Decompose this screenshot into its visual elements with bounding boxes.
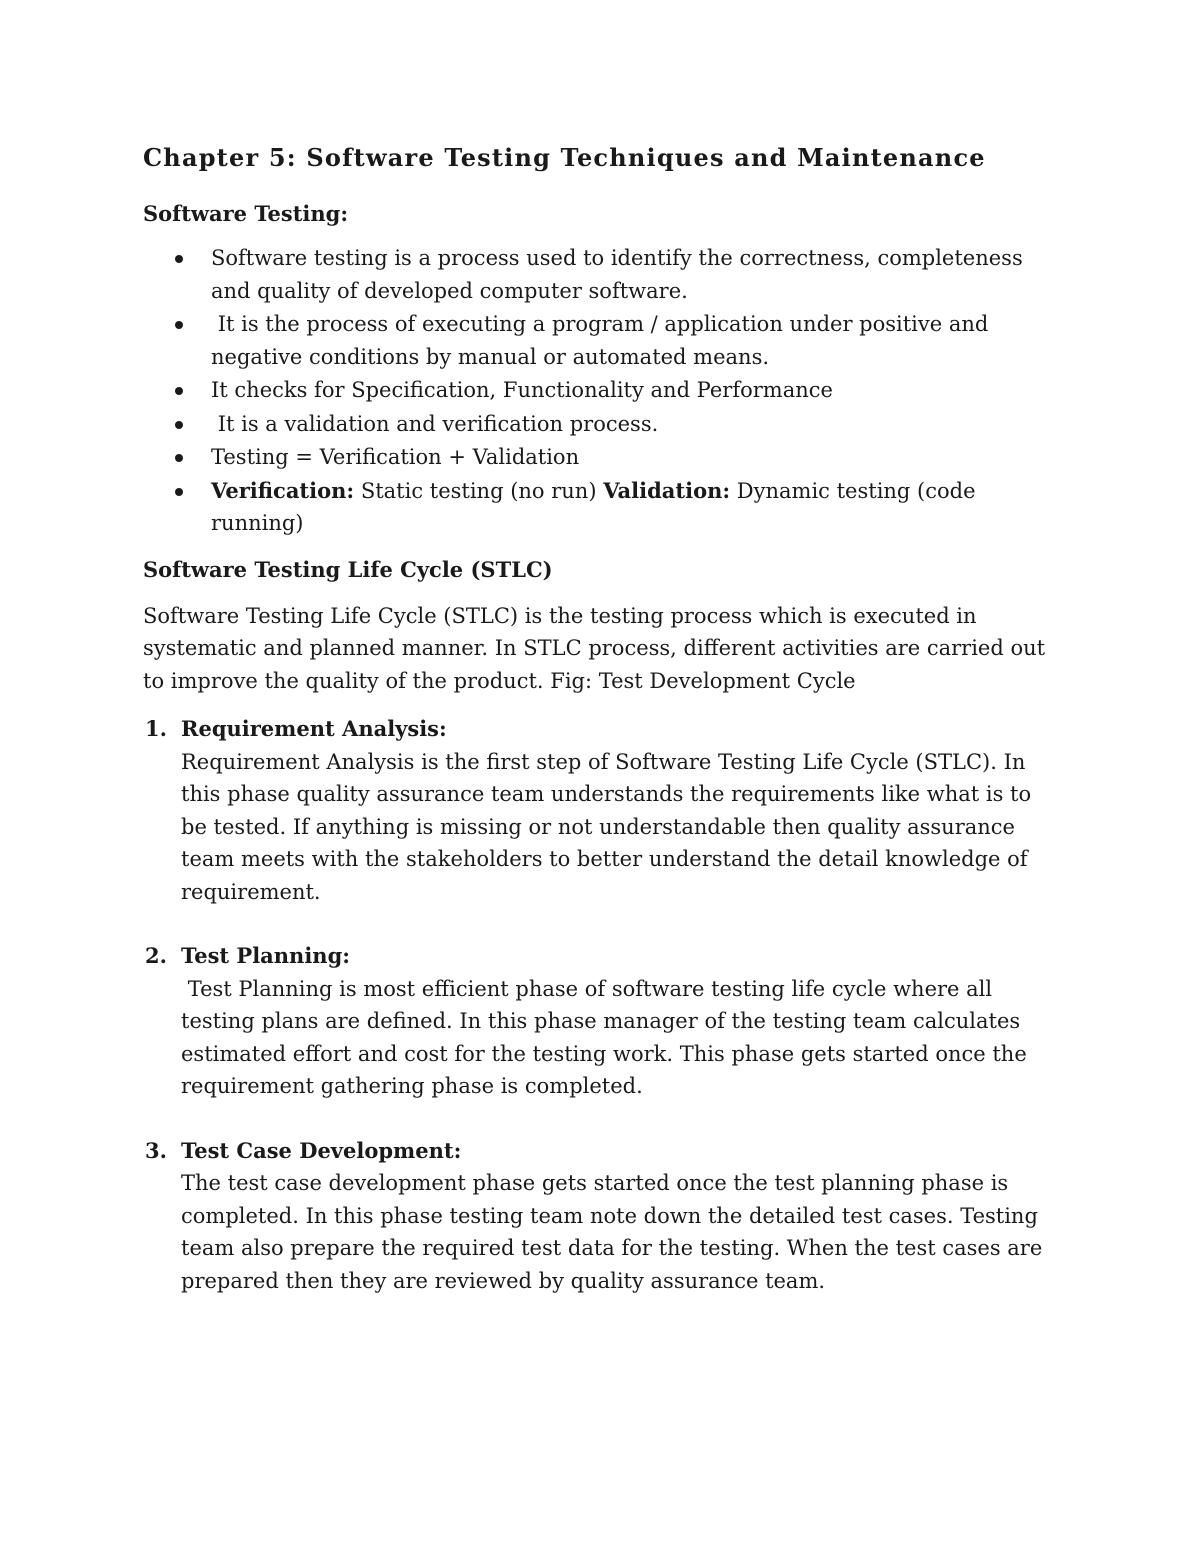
stlc-paragraph: Software Testing Life Cycle (STLC) is the testing process which is executed in systematic and planned manner. In STLC process, different activities are carried out to improve the quality of the product. Fig: Test Development Cycle bbox=[143, 603, 1046, 693]
software-testing-heading: Software Testing: bbox=[143, 201, 349, 226]
bullet-text: Testing = Verification + Validation bbox=[211, 445, 580, 469]
phase-number: 1. bbox=[145, 716, 167, 741]
software-testing-bullet-list bbox=[143, 242, 1063, 540]
phase-item bbox=[143, 940, 1063, 1103]
bullet-item bbox=[143, 441, 1063, 474]
phase-item bbox=[143, 1135, 1063, 1298]
bullet-item bbox=[143, 308, 1063, 373]
phase-number: 3. bbox=[145, 1137, 167, 1163]
stlc-phase-list bbox=[143, 713, 1063, 1297]
bullet-item bbox=[143, 242, 1063, 307]
phase-title: Test Planning: bbox=[181, 943, 351, 968]
bullet-text: Software testing is a process used to identify the correctness, completeness and quality of developed computer software. bbox=[211, 246, 1023, 303]
phase-item bbox=[143, 713, 1063, 908]
bullet-text: It is a validation and verification process. bbox=[211, 411, 659, 436]
bullet-item bbox=[143, 475, 1063, 540]
bullet-item bbox=[143, 408, 1063, 441]
validation-label: Validation: bbox=[603, 477, 731, 503]
validation-text: Dynamic testing (code running) bbox=[211, 478, 983, 535]
phase-title: Requirement Analysis: bbox=[181, 716, 447, 741]
verification-text: Static testing (no run) bbox=[354, 478, 604, 503]
document-page bbox=[143, 140, 1063, 1329]
bullet-text: It is the process of executing a program / application under positive and negative conditions by manual or automated means. bbox=[211, 312, 996, 369]
phase-body: The test case development phase gets started once the test planning phase is completed. In this phase testing team note down the detailed test cases. Testing team also prepare the required test data for the testing. When the test cases are prepared then they are reviewed by quality assurance team. bbox=[181, 1171, 1043, 1293]
bullet-item bbox=[143, 374, 1063, 407]
bullet-text: It checks for Specification, Functionality and Performance bbox=[211, 378, 833, 402]
bullet-icon bbox=[175, 321, 183, 329]
bullet-icon bbox=[175, 387, 183, 395]
phase-body: Requirement Analysis is the first step of Software Testing Life Cycle (STLC). In this phase quality assurance team understands the requirements like what is to be tested. If anything is missing or not understandable then quality assurance team meets with the stakeholders to better understand the detail knowledge of requirement. bbox=[181, 749, 1032, 904]
phase-number: 2. bbox=[145, 943, 167, 968]
bullet-icon bbox=[175, 421, 183, 429]
phase-title: Test Case Development: bbox=[181, 1137, 462, 1163]
chapter-title: Chapter 5: Software Testing Techniques and Maintenance bbox=[143, 143, 986, 172]
bullet-icon bbox=[175, 488, 183, 496]
bullet-icon bbox=[175, 454, 183, 462]
verification-label: Verification: bbox=[211, 477, 355, 503]
stlc-heading: Software Testing Life Cycle (STLC) bbox=[143, 556, 553, 582]
bullet-icon bbox=[175, 255, 183, 263]
phase-body: Test Planning is most efficient phase of software testing life cycle where all testing plans are defined. In this phase manager of the testing team calculates estimated effort and cost for the testing work. This phase gets started once the requirement gathering phase is completed. bbox=[181, 976, 1034, 1098]
